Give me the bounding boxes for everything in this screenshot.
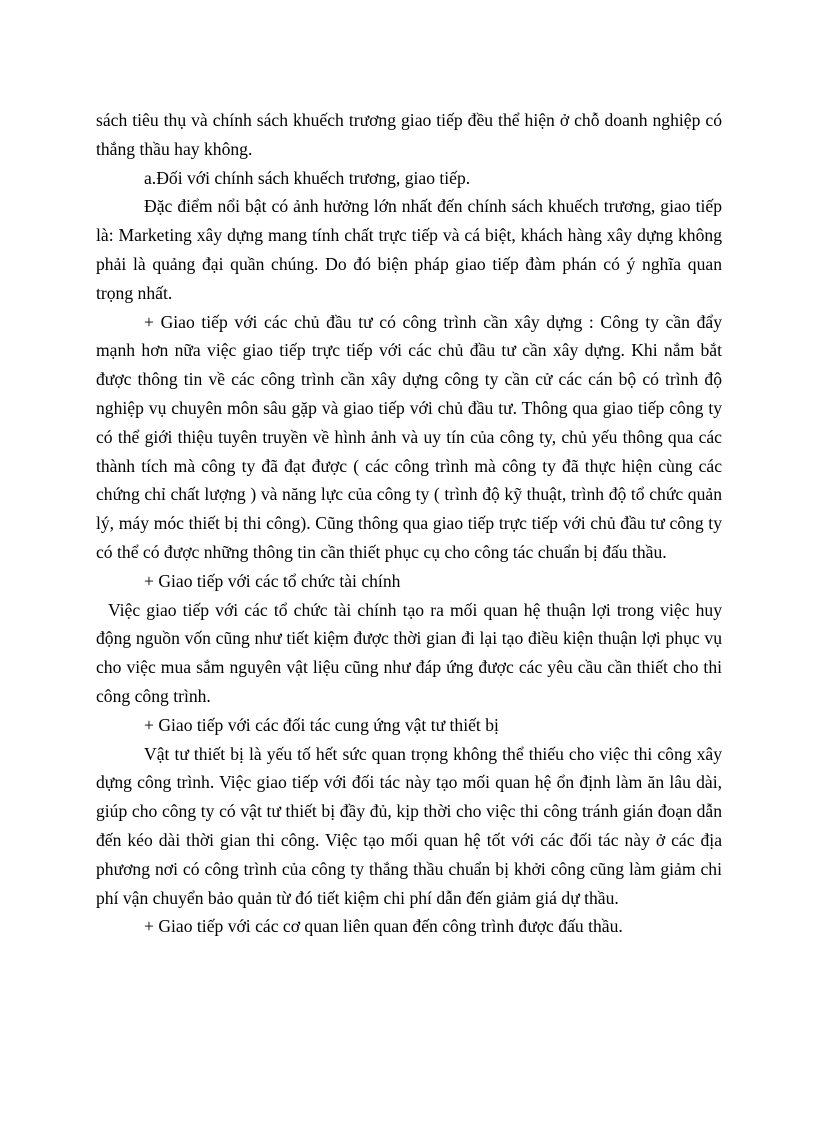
bullet-suppliers: + Giao tiếp với các đối tác cung ứng vật tư thiết bị [144,714,499,735]
document-page [96,106,722,941]
paragraph-financial-institutions: Việc giao tiếp với các tổ chức tài chính tạo ra mối quan hệ thuận lợi trong việc huy động nguồn vốn cũng như tiết kiệm được thời gian đi lại tạo điều kiện thuận lợi phục vụ cho việc mua sắm nguyên vật liệu cũng như đáp ứng được các yêu cầu cần thiết cho thi công công trình. [96,599,722,706]
bullet-financial-institutions: + Giao tiếp với các tổ chức tài chính [144,570,401,591]
paragraph-key-feature: Đặc điểm nổi bật có ảnh hưởng lớn nhất đến chính sách khuếch trương, giao tiếp là: Marketing xây dựng mang tính chất trực tiếp và cá biệt, khách hàng xây dựng không phải là quảng đại quần chúng. Do đó biện pháp giao tiếp đàm phán có ý nghĩa quan trọng nhất. [96,196,722,303]
bullet-related-agencies: + Giao tiếp với các cơ quan liên quan đến công trình được đấu thầu. [144,916,623,937]
bullet-investors: + Giao tiếp với các chủ đầu tư có công trình cần xây dựng : Công ty cần đẩy mạnh hơn nữa việc giao tiếp trực tiếp với các chủ đầu tư cần xây dựng. Khi nắm bắt được thông tin về các công trình cần xây dựng công ty cần cử các cán bộ có trình độ nghiệp vụ chuyên môn sâu gặp và giao tiếp với chủ đầu tư. Thông qua giao tiếp công ty có thể giới thiệu tuyên truyền về hình ảnh và uy tín của công ty, chủ yếu thông qua các thành tích mà công ty đã đạt được ( các công trình mà công ty đã thực hiện cùng các chứng chỉ chất lượng ) và năng lực của công ty ( trình độ kỹ thuật, trình độ tổ chức quản lý, máy móc thiết bị thi công). Cũng thông qua giao tiếp trực tiếp với chủ đầu tư công ty có thể có được những thông tin cần thiết phục cụ cho công tác chuẩn bị đấu thầu. [96,311,722,562]
paragraph-suppliers: Vật tư thiết bị là yếu tố hết sức quan trọng không thể thiếu cho việc thi công xây dựng công trình. Việc giao tiếp với đối tác này tạo mối quan hệ ổn định làm ăn lâu dài, giúp cho công ty có vật tư thiết bị đầy đủ, kịp thời cho việc thi công tránh gián đoạn dẫn đến kéo dài thời gian thi công. Việc tạo mối quan hệ tốt với các đối tác này ở các địa phương nơi có công trình của công ty thắng thầu chuẩn bị khởi công cũng làm giảm chi phí vận chuyển bảo quản từ đó tiết kiệm chi phí dẫn đến giảm giá dự thầu. [96,743,722,908]
section-heading-promotion-policy: a.Đối với chính sách khuếch trương, giao tiếp. [144,167,471,188]
paragraph-intro-continuation: sách tiêu thụ và chính sách khuếch trương giao tiếp đều thể hiện ở chỗ doanh nghiệp có thắng thầu hay không. [96,110,722,159]
